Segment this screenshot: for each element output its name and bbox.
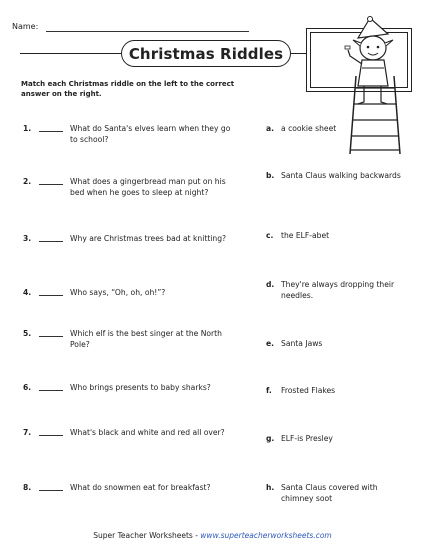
answer-blank[interactable] [39, 233, 63, 242]
answer-letter: c. [266, 231, 274, 240]
answer-text: Santa Claus covered with chimney soot [281, 483, 378, 503]
footer-site-link[interactable]: www.superteacherworksheets.com [200, 531, 332, 540]
answer-blank[interactable] [39, 482, 63, 491]
question-number: 8. [23, 483, 32, 492]
name-label: Name: [12, 22, 39, 31]
answer-blank[interactable] [39, 328, 63, 337]
answer-blank[interactable] [39, 427, 63, 436]
answer-letter: g. [266, 434, 275, 443]
footer [0, 531, 425, 540]
answer-blank[interactable] [39, 176, 63, 185]
name-line[interactable] [46, 31, 249, 32]
answer-text: Santa Claus walking backwards [281, 171, 401, 180]
question-number: 1. [23, 124, 32, 133]
question-text: Who says, “Oh, oh, oh!”? [70, 288, 166, 297]
footer-separator: - [192, 531, 201, 540]
question-number: 6. [23, 383, 32, 392]
answer-blank[interactable] [39, 123, 63, 132]
instructions: Match each Christmas riddle on the left to the correct answer on the right. [21, 80, 235, 98]
answer-letter: h. [266, 483, 275, 492]
answer-text: Frosted Flakes [281, 386, 336, 395]
question-text: What do snowmen eat for breakfast? [70, 483, 211, 492]
answer-letter: f. [266, 386, 272, 395]
answer-text: Santa Jaws [281, 339, 323, 348]
question-text: Which elf is the best singer at the North Pole? [70, 329, 222, 349]
question-number: 2. [23, 177, 32, 186]
answer-letter: e. [266, 339, 275, 348]
answer-blank[interactable] [39, 382, 63, 391]
answer-letter: a. [266, 124, 275, 133]
question-text: Why are Christmas trees bad at knitting? [70, 234, 227, 243]
answer-letter: b. [266, 171, 275, 180]
elf-on-ladder-illustration [336, 16, 414, 156]
answer-text: ELF-is Presley [281, 434, 333, 443]
answer-letter: d. [266, 280, 275, 289]
question-number: 7. [23, 428, 32, 437]
answer-blank[interactable] [39, 287, 63, 296]
question-text: What do Santa's elves learn when they go to school? [70, 124, 231, 144]
question-text: Who brings presents to baby sharks? [70, 383, 211, 392]
answer-text: They're always dropping their needles. [281, 280, 395, 300]
answer-text: a cookie sheet [281, 124, 337, 133]
footer-brand: Super Teacher Worksheets [93, 531, 193, 540]
question-text: What's black and white and red all over? [70, 428, 225, 437]
question-number: 4. [23, 288, 32, 297]
page-title: Christmas Riddles [121, 40, 291, 67]
question-text: What does a gingerbread man put on his bed when he goes to sleep at night? [70, 177, 226, 197]
question-number: 3. [23, 234, 32, 243]
answer-text: the ELF-abet [281, 231, 330, 240]
question-number: 5. [23, 329, 32, 338]
